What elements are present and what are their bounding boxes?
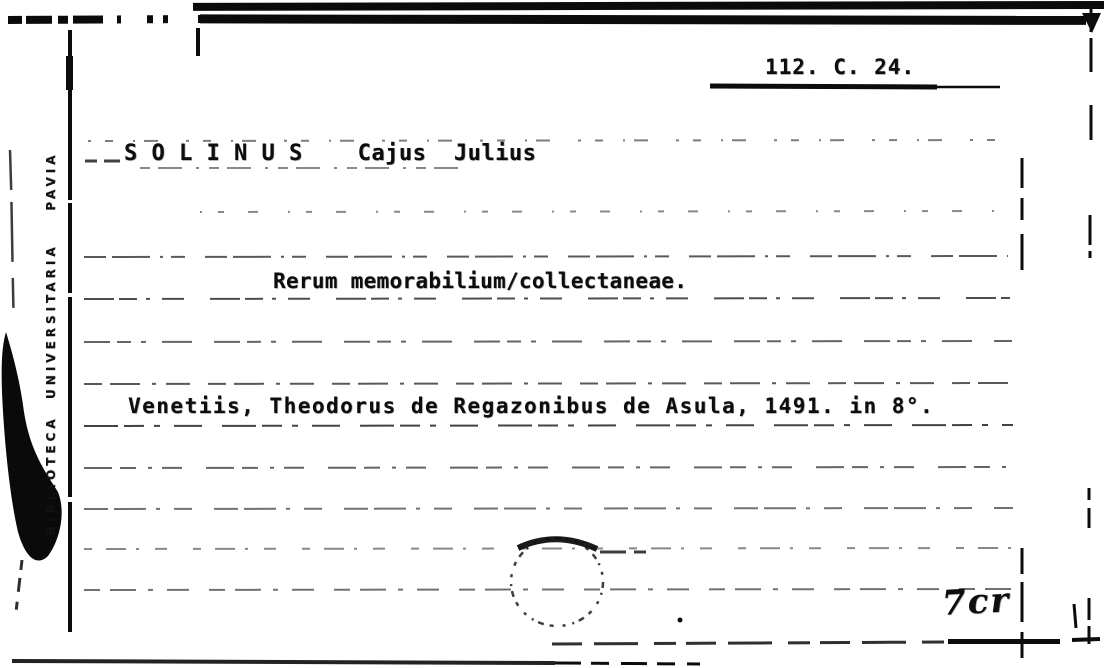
library-name-vertical: BIBLIOTECA UNIVERSITARIA PAVIA [44, 151, 58, 535]
handwritten-note: 7cr [941, 580, 1012, 624]
ruled-lines [84, 140, 1013, 590]
top-edge-band-left [8, 19, 202, 20]
right-edge-lines [1022, 4, 1091, 662]
oval-stamp-mark [511, 538, 683, 626]
imprint-line: Venetiis, Theodorus de Regazonibus de Asula, 1491. in 8°. [128, 394, 935, 418]
call-number: 112. C. 24. [765, 55, 916, 79]
call-number-underline [710, 86, 1000, 87]
card-left-edge [66, 30, 73, 632]
author-heading: S O L I N U S Cajus Julius [124, 141, 537, 166]
bottom-edge-lines [12, 639, 1100, 664]
title-line: Rerum memorabilium/collectaneae. [273, 269, 688, 293]
top-edge-band [193, 1, 1104, 25]
